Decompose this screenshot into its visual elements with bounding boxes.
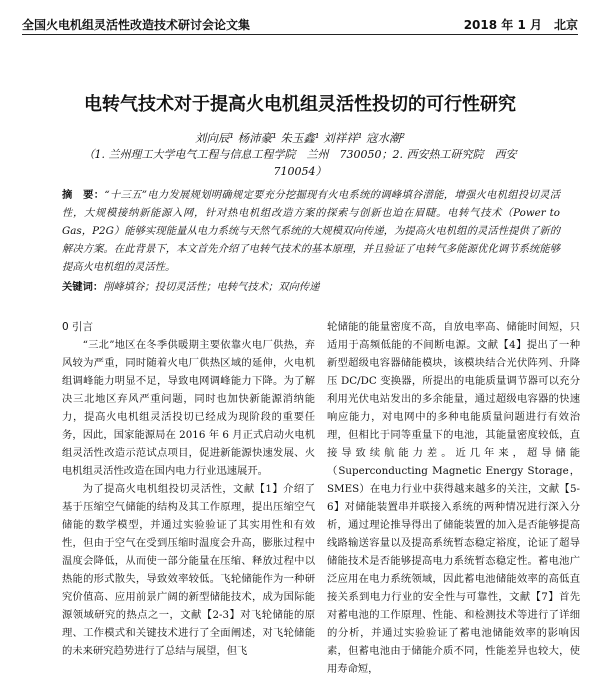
paragraph: “三北”地区在冬季供暖期主要依靠火电厂供热，弃风较为严重，同时随着火电厂供热区域的延伸，火电机组调峰能力明显不足，导致电网调峰能力下降。为了解决三北地区弃风严重问题，同时也加快新能源消纳能力，提高火电机组灵活投切已经成为现阶段的重要任务，因此，国家能源局在 2016 年 6 月正式启动火电机组灵活性改造示范试点项目，促进新能源快速发展、火电机组灵活性改造在国内电力行业迅速展开。 bbox=[62, 339, 315, 477]
paragraph: 轮储能的能量密度不高，自放电率高、储能时间短，只适用于高频低能的不间断电源。文献【4】提出了一种新型超级电容器储能模块，该模块结合光伏阵列、升降压 DC/DC 变换器，所提出的电能质量调节器可以充分利用光伏电站发出的多余能量，通过超级电容器的快速响应能力，对电网中的多种电能质量问题进行有效治理，但相比于同等重量下的电池，其能量密度较低，直接导致续航能力差。近几年来，超导储能（Superconducting Magnetic Energy Storage，SMES）在电力行业中获得越来越多的关注，文献【5-6】对储能装置串并联接入系统的两种情况进行深入分析，通过理论推导得出了储能装置的加入是否能够提高线路输送容量以及提高系统暂态稳定裕度，论证了超导储能技术是否能够提高电力系统暂态稳定性。蓄电池广泛应用在电力系统领域，因此蓄电池储能效率的高低直接关系到电力行业的安全性与可靠性，文献【7】首先对蓄电池的工作原理、性能、和检测技术等进行了详细的分析，并通过实验验证了蓄电池储能效率的影响因素，但蓄电池由于储能介质不同，性能差异也较大，使用寿命短， bbox=[327, 321, 580, 675]
abstract-label: 摘 要： bbox=[62, 189, 105, 201]
left-column bbox=[62, 318, 315, 660]
abstract-text: “十三五”电力发展规划明确规定要充分挖掘现有火电系统的调峰填谷潜能，增强火电机组投切灵活性，大规模接纳新能源入网，针对热电机组改造方案的探索与创新也迫在眉睫。电转气技术（Power to Gas，P2G）能够实现能量从电力系统与天然气系统的大规模双向传递，为提高火电机组的灵活性提供了新的解决方案。在此背景下，本文首先介绍了电转气技术的基本原理，并且验证了电转气多能源优化调节系统能够提高火电机组的灵活性。 bbox=[62, 189, 561, 273]
issue-date: 2018 年 1 月 北京 bbox=[463, 18, 578, 32]
keywords-text: 削峰填谷；投切灵活性；电转气技术；双向传递 bbox=[103, 281, 320, 293]
right-column bbox=[327, 318, 580, 678]
journal-name: 全国火电机组灵活性改造技术研讨会论文集 bbox=[22, 18, 251, 32]
paragraph: 为了提高火电机组投切灵活性，文献【1】介绍了基于压缩空气储能的结构及其工作原理，提出压缩空气储能的数学模型，并通过实验验证了其实用性和有效性，但由于空气在受到压缩时温度会升高，膨胀过程中温度会降低，从而使一部分能量在压缩、释放过程中以热能的形式散失，导致效率较低。飞轮储能作为一种研究价值高、应用前景广阔的新型储能技术，成为国际能源领域研究的热点之一，文献【2-3】对飞轮储能的原理、工作模式和关键技术进行了全面阐述，对飞轮储能的未来研究趋势进行了总结与展望，但飞 bbox=[62, 483, 315, 657]
running-header bbox=[22, 14, 578, 35]
keywords bbox=[62, 278, 560, 296]
paper-title: 电转气技术对于提高火电机组灵活性投切的可行性研究 bbox=[84, 94, 516, 115]
keywords-label: 关键词： bbox=[62, 281, 104, 293]
abstract bbox=[62, 186, 560, 276]
author-list: 刘向辰¹ 杨沛豪¹ 朱玉鑫¹ 刘祥祥¹ 寇水潮² bbox=[194, 131, 406, 145]
affiliation: （1. 兰州理工大学电气工程与信息工程学院 兰州 730050；2. 西安热工研究院 西安 710054） bbox=[83, 148, 528, 178]
section-heading: 0 引言 bbox=[62, 321, 94, 333]
